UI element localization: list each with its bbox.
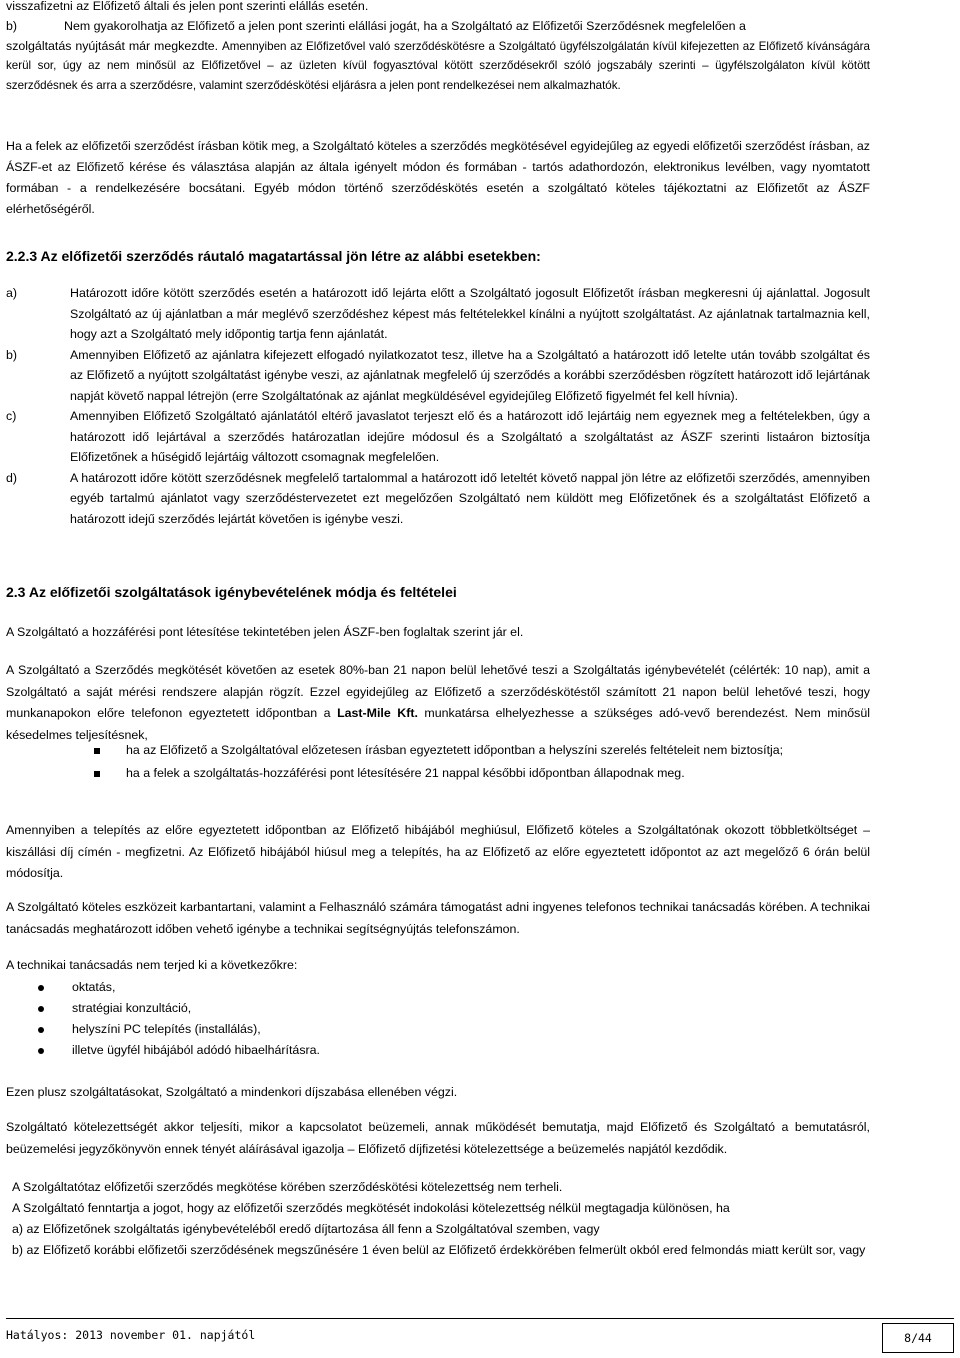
paragraph-text: A Szolgáltató a Szerződés megkötését követően az esetek 80%-ban 21 napon belül lehetővé teszi a Szolgáltatás igénybevételét (célérték: 10 nap), amit a Szolgáltató a saját mérési rendszere alapján rögzít. Ezzel egyidejűleg az Előfizető a szerződéskötéstől számított 21 napon belül lehetővé teszi, hogy munkanapokon előre telefonon egyeztetett időpontban a <box>6 663 870 720</box>
list-text: Határozott időre kötött szerződés esetén a határozott idő lejárta előtt a Szolgáltató jogosult Előfizetőt írásban megkeresni új ajánlattal. Jogosult Szolgáltató az új ajánlatban a már meglévő szerződéshez képest más feltételekkel kínálni a nyújtott szolgáltatást. Az ajánlatnak tartalmaznia kell, hogy azt a Szolgáltató mely időpontig tartja fenn ajánlatát. <box>70 286 870 341</box>
text-line: a) az Előfizetőnek szolgáltatás igénybevételéből eredő díjtartozása áll fenn a Szolgáltatóval szemben, vagy <box>12 1222 600 1236</box>
paragraph-text: munkatársa elhelyezhesse a szükséges adó-vevő berendezést. Nem minősül késedelmes teljesítésnek, <box>6 706 870 742</box>
paragraph: A technikai tanácsadás nem terjed ki a következőkre: <box>6 958 298 972</box>
list-item <box>6 977 870 998</box>
ordered-list <box>6 283 870 529</box>
bullet-icon <box>6 977 72 998</box>
list-item <box>6 345 870 407</box>
square-bullet-icon <box>6 763 126 784</box>
list-text: Amennyiben Előfizető az ajánlatra kifejezett elfogadó nyilatkozatot tesz, illetve ha a Szolgáltató a határozott idő letelte után tovább szolgáltat és az Előfizető a nyújtott szolgáltatást igénybe veszi, az ajánlatnak megfelelő új szerződés a korábbi szerződésben rögzített határozott idő lejártának napját követő nappal létrejön (erre Szolgáltatónak az ajánlat megküldésével egyidejűleg Előfizető figyelmét fel kell hívnia). <box>70 347 870 403</box>
list-text: helyszíni PC telepítés (installálás), <box>72 1022 261 1036</box>
text-line: visszafizetni az Előfizető általi és jelen pont szerinti elállás esetén. <box>6 0 369 13</box>
list-item <box>6 1019 870 1040</box>
text-line: A Szolgáltató fenntartja a jogot, hogy az előfizetői szerződés megkötését indokolási kötelezettség nélkül megtagadja különösen, ha <box>12 1201 730 1215</box>
text-line: b) az Előfizető korábbi előfizetői szerződésének megszűnésére 1 éven belül az Előfizető érdekkörében felmerült okból ered felmondás miatt került sor, vagy <box>12 1243 866 1257</box>
list-label: b) <box>6 347 18 362</box>
paragraph-text: Amennyiben az Előfizetővel való szerződéskötésre a Szolgáltató ügyfélszolgálatán kívül kifejezetten az Előfizető kívánságára kerül sor, úgy az nem minősül az Előfizetővel – az üzleten kívül fogyasztóval kötött szerződésekről szóló jogszabály szerinti – ügyfélszolgálaton kívül kötött szerződésnek és arra a szerződésre, valamint szerződéskötési eljárásra a jelen pont rendelkezései nem alkalmazhatók. <box>6 39 870 92</box>
paragraph <box>6 660 870 746</box>
list-item <box>6 998 870 1019</box>
list-text: stratégiai konzultáció, <box>72 1001 192 1015</box>
text-line: A Szolgáltatótaz előfizetői szerződés megkötése körében szerződéskötési kötelezettség nem terheli. <box>12 1180 563 1194</box>
bullet-icon <box>6 1040 72 1061</box>
list-item <box>6 468 870 530</box>
list-text: ha az Előfizető a Szolgáltatóval előzetesen írásban egyeztetett időpontban a helyszíni szerelés feltételeit nem biztosítja; <box>126 743 784 757</box>
company-name: Last-Mile Kft. <box>337 706 418 720</box>
paragraph: Amennyiben a telepítés az előre egyeztetett időpontban az Előfizető hibájából meghiúsul, Előfizető köteles a Szolgáltatónak okozott többletköltséget – kiszállási díj címén - megfizetni. Az Előfizető hibájából hiúsul meg a telepítés, ha az Előfizető az előre egyeztetett időpontot az azt megelőző 6 órán belül módosítja. <box>6 823 870 880</box>
list-label: b) <box>6 19 18 33</box>
section-heading-2-3: 2.3 Az előfizetői szolgáltatások igénybevételének módja és feltételei <box>6 584 457 600</box>
list-item <box>6 406 870 468</box>
section-heading-2-2-3: 2.2.3 Az előfizetői szerződés ráutaló magatartással jön létre az alábbi esetekben: <box>6 248 541 264</box>
paragraph: Szolgáltató kötelezettségét akkor teljesíti, mikor a kapcsolatot beüzemeli, annak működését bemutatja, majd Előfizető és Szolgáltató a bemutatásról, beüzemelési jegyzőkönyvön ennek tényét aláírásával igazolja – Előfizető díjfizetési kötelezettsége a beüzemelés napjától kezdődik. <box>6 1120 870 1156</box>
page-number: 8/44 <box>882 1323 954 1353</box>
bullet-icon <box>6 998 72 1019</box>
bullet-icon <box>6 1019 72 1040</box>
paragraph: A Szolgáltató köteles eszközeit karbantartani, valamint a Felhasználó számára támogatást adni ingyenes telefonos technikai tanácsadás körében. A technikai tanácsadás meghatározott időben vehető igénybe a technikai segítségnyújtás telefonszámon. <box>6 900 870 936</box>
square-bullet-list <box>6 740 870 783</box>
list-text: ha a felek a szolgáltatás-hozzáférési pont létesítésére 21 nappal későbbi időpontban állapodnak meg. <box>126 765 685 780</box>
list-label: d) <box>6 470 18 485</box>
bullet-list <box>6 977 870 1061</box>
paragraph: A Szolgáltató a hozzáférési pont létesítése tekintetében jelen ÁSZF-ben foglaltak szerint jár el. <box>6 625 524 639</box>
square-bullet-icon <box>6 740 126 761</box>
closing-paragraph <box>12 1177 870 1261</box>
paragraph: Ezen plusz szolgáltatásokat, Szolgáltató a mindenkori díjszabása ellenében végzi. <box>6 1085 458 1099</box>
paragraph-text: szolgáltatás nyújtását már megkezdte. <box>6 38 219 53</box>
page-footer <box>0 1318 960 1358</box>
list-item <box>6 283 870 345</box>
list-text: A határozott időre kötött szerződésnek megfelelő tartalommal a határozott idő leteltét követő nappal jön létre az előfizetői szerződés, amennyiben egyéb tartalmú ajánlatot vagy szerződéstervezetet ezt megelőzően Szolgáltató nem küldött meg Előfizetőnek és a szolgáltatást Előfizető a határozott idejű szerződés lejártát követően is igénybe veszi. <box>70 470 870 526</box>
list-label: a) <box>6 286 18 300</box>
list-item <box>6 740 870 761</box>
paragraph: Ha a felek az előfizetői szerződést írásban kötik meg, a Szolgáltató köteles a szerződés megkötésével egyidejűleg az egyedi előfizetői szerződést írásban, az ÁSZF-et az Előfizető kérése és választása alapján az általa igényelt módon és formában - tartós adathordozón, elektronikus levélben, vagy nyomtatott formában - a rendelkezésére bocsátani. Egyéb módon történő szerződéskötés esetén a szolgáltató köteles tájékoztatni az Előfizetőt az ÁSZF elérhetőségéről. <box>6 139 870 216</box>
list-label: c) <box>6 409 17 423</box>
list-text: illetve ügyfél hibájából adódó hibaelhárításra. <box>72 1043 320 1057</box>
list-text: Amennyiben Előfizető Szolgáltató ajánlatától eltérő javaslatot terjeszt elő és a határozott idő lejártáig nem egyeznek meg a feltételekben, úgy a határozott idő lejártával a szerződés határozatlan idejűre módosul és a Szolgáltató a szolgáltatást az ÁSZF szerinti listaáron biztosítja Előfizetőnek a hűségidő lejártáig változott csomagnak megfelelően. <box>70 409 870 464</box>
paragraph-text: Nem gyakorolhatja az Előfizető a jelen pont szerinti elállási jogát, ha a Szolgáltató az Előfizetői Szerződésnek megfelelően a <box>64 19 746 33</box>
paragraph-b <box>6 16 870 95</box>
list-item <box>6 763 870 784</box>
effective-date: Hatályos: 2013 november 01. napjától <box>6 1328 256 1342</box>
list-text: oktatás, <box>72 980 116 994</box>
list-item <box>6 1040 870 1061</box>
footer-divider <box>6 1318 954 1319</box>
